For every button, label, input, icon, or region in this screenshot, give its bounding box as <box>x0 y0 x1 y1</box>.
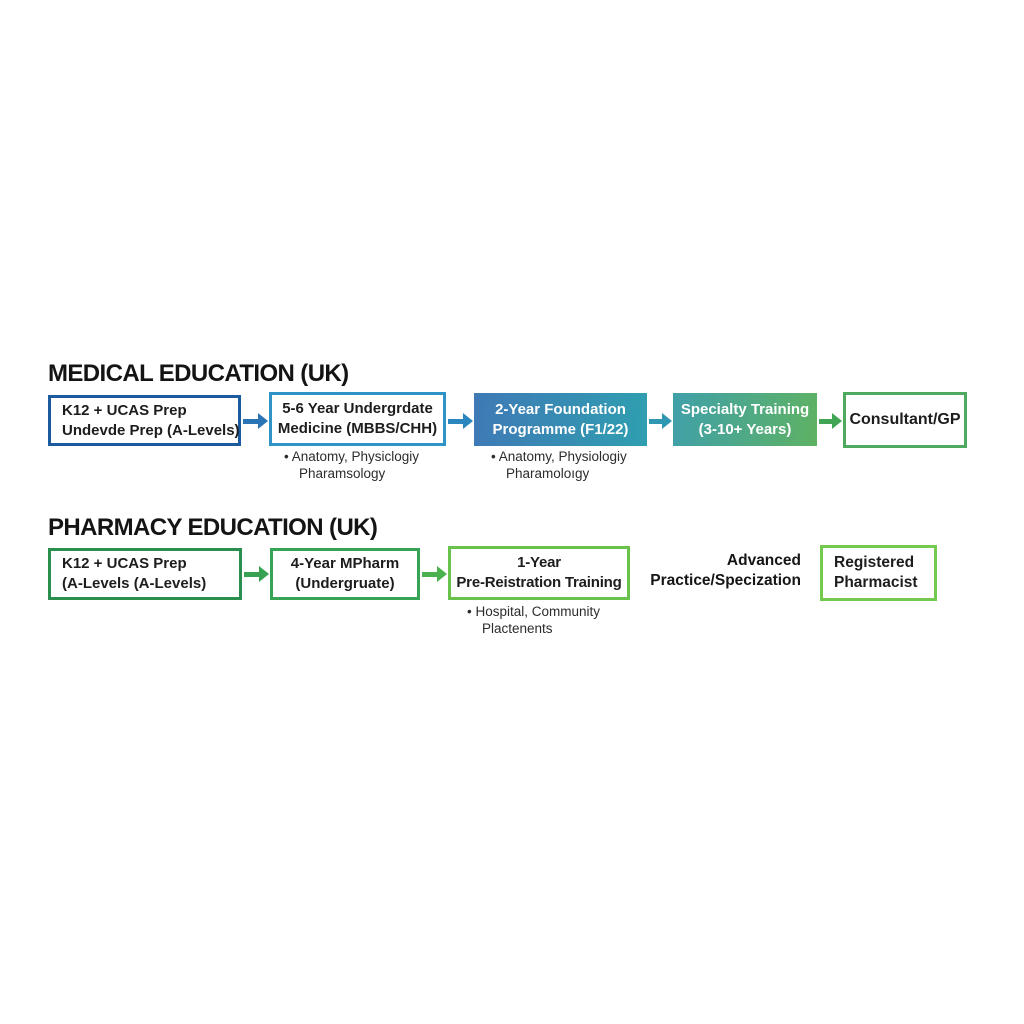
medical-arrow-2-icon <box>448 413 473 429</box>
medical-arrow-1-icon <box>243 413 268 429</box>
pharmacy-section-title: PHARMACY EDUCATION (UK) <box>48 514 378 541</box>
pharmacy-stage-4-line2: Pharmacist <box>834 574 918 591</box>
pharmacy-stage-1-line2: (A-Levels (A-Levels) <box>62 575 207 592</box>
medical-stage-4-box <box>673 393 817 446</box>
medical-note-1 <box>284 449 419 482</box>
medical-arrow-4-icon <box>819 413 842 429</box>
medical-note-1-line1: • Anatomy, Physiclogiy <box>284 449 420 464</box>
pharmacy-stage-4-line1: Registered <box>834 554 915 571</box>
advanced-practice-line1: Advanced <box>726 552 801 569</box>
medical-stage-5-line1: Consultant/GP <box>849 411 961 428</box>
medical-stage-3-box <box>474 393 647 446</box>
medical-section-title: MEDICAL EDUCATION (UK) <box>48 360 349 387</box>
medical-stage-1-line2: Undevde Prep (A-Levels) <box>62 421 240 439</box>
pharmacy-note-1 <box>467 604 600 637</box>
medical-stage-3-line1: 2-Year Foundation <box>495 400 626 418</box>
medical-stage-5-box <box>843 392 967 448</box>
medical-note-1-line2: Pharamsology <box>299 465 386 481</box>
advanced-practice-label <box>601 551 801 590</box>
advanced-practice-line2: Practice/Specization <box>650 571 801 589</box>
pharmacy-stage-2-line1: 4-Year MPharm <box>290 555 400 572</box>
pharmacy-note-1-line1: • Hospital, Community <box>467 604 601 619</box>
medical-stage-1-box <box>48 395 241 446</box>
medical-note-2 <box>491 449 627 482</box>
medical-note-2-line1: • Anatomy, Physiologiy <box>491 449 627 464</box>
pharmacy-stage-2-box <box>270 548 420 600</box>
medical-stage-3-line2: Programme (F1/22) <box>492 420 629 438</box>
pharmacy-arrow-2-icon <box>422 566 447 582</box>
pharmacy-stage-3-line2: Pre-Reistration Training <box>456 574 622 591</box>
pharmacy-note-1-line2: Plactenents <box>482 620 553 636</box>
pharmacy-stage-1-box <box>48 548 242 600</box>
medical-note-2-line2: Pharamoloıgy <box>506 465 590 481</box>
medical-stage-2-line1: 5-6 Year Undergrdate <box>282 400 433 417</box>
medical-stage-4-line1: Specialty Training <box>680 400 810 418</box>
medical-arrow-3-icon <box>649 413 672 429</box>
pharmacy-stage-3-line1: 1-Year <box>517 554 561 571</box>
medical-stage-1-line1: K12 + UCAS Prep <box>62 401 187 419</box>
medical-stage-4-line2: (3-10+ Years) <box>698 420 792 438</box>
pharmacy-stage-4-box <box>820 545 937 601</box>
pharmacy-stage-2-line2: (Undergruate) <box>295 575 395 592</box>
pharmacy-stage-1-line1: K12 + UCAS Prep <box>62 555 187 572</box>
medical-stage-2-line2: Medicine (MBBS/CHH) <box>277 420 438 437</box>
medical-stage-2-box <box>269 392 446 446</box>
pharmacy-arrow-1-icon <box>244 566 269 582</box>
